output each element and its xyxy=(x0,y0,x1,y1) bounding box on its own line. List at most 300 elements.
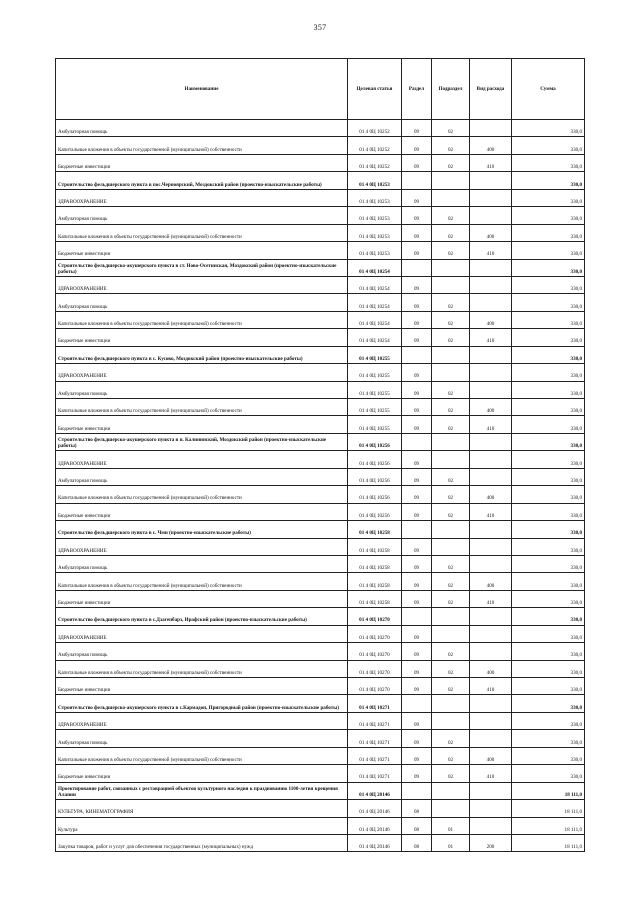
row-expense-type-cell xyxy=(470,189,512,206)
row-section-cell xyxy=(402,346,432,363)
row-sum-cell: 330,0 xyxy=(512,486,585,503)
row-subsection-cell xyxy=(432,521,470,538)
row-section-cell xyxy=(402,172,432,189)
row-sum-cell: 330,0 xyxy=(512,555,585,572)
row-expense-type-cell xyxy=(470,433,512,450)
row-section-cell: 09 xyxy=(402,137,432,154)
row-target-article-cell: 01 4 0Ц 10271 xyxy=(348,695,402,712)
row-sum-cell: 18 111,0 xyxy=(512,834,585,851)
row-target-article-cell: 01 4 0Ц 10254 xyxy=(348,294,402,311)
row-sum-cell: 330,0 xyxy=(512,643,585,660)
row-name-cell: Бюджетные инвестиции xyxy=(56,154,348,171)
row-sum-cell: 18 111,0 xyxy=(512,817,585,834)
row-target-article-cell: 01 4 0Ц 10252 xyxy=(348,154,402,171)
row-subsection-cell: 02 xyxy=(432,468,470,485)
row-subsection-cell xyxy=(432,800,470,817)
row-section-cell: 09 xyxy=(402,294,432,311)
row-expense-type-cell xyxy=(470,468,512,485)
row-section-cell: 09 xyxy=(402,643,432,660)
row-sum-cell: 330,0 xyxy=(512,765,585,782)
row-name-cell: Амбулаторная помощь xyxy=(56,468,348,485)
row-section-cell: 09 xyxy=(402,503,432,520)
row-expense-type-cell: 410 xyxy=(470,765,512,782)
row-subsection-cell xyxy=(432,364,470,381)
row-section-cell: 09 xyxy=(402,311,432,328)
row-sum-cell: 330,0 xyxy=(512,224,585,241)
row-target-article-cell: 01 4 0Ц 10253 xyxy=(348,207,402,224)
header-expense-type: Вид расхода xyxy=(470,59,512,120)
row-name-cell: Строительство фельдшерского пункта в с.Дзагепбарз, Ирафский район (проектно-изыскательские работы) xyxy=(56,608,348,625)
table-row xyxy=(56,608,585,625)
row-section-cell: 09 xyxy=(402,416,432,433)
row-target-article-cell: 01 4 0Ц 10271 xyxy=(348,747,402,764)
row-subsection-cell: 02 xyxy=(432,503,470,520)
row-section-cell: 09 xyxy=(402,555,432,572)
row-name-cell: Амбулаторная помощь xyxy=(56,555,348,572)
row-subsection-cell xyxy=(432,259,470,276)
row-name-cell: ЗДРАВООХРАНЕНИЕ xyxy=(56,364,348,381)
row-name-cell: Строительство фельдшерского пункта в с. Кусово, Моздокский район (проектно-изыскательские работы) xyxy=(56,346,348,363)
row-name-cell: Капитальные вложения в объекты государственной (муниципальной) собственности xyxy=(56,137,348,154)
table-row xyxy=(56,834,585,851)
row-expense-type-cell xyxy=(470,172,512,189)
row-target-article-cell: 01 4 0Ц 10253 xyxy=(348,224,402,241)
row-name-cell: ЗДРАВООХРАНЕНИЕ xyxy=(56,451,348,468)
row-target-article-cell: 01 4 0Ц 10255 xyxy=(348,381,402,398)
row-name-cell: Строительство фельдшерско-акушерского пункта в п. Калининский, Моздокский район (проектно-изыскательские работы) xyxy=(56,433,348,450)
row-subsection-cell: 02 xyxy=(432,224,470,241)
row-name-cell: Капитальные вложения в объекты государственной (муниципальной) собственности xyxy=(56,224,348,241)
row-target-article-cell: 01 4 0Ц 10270 xyxy=(348,660,402,677)
table-row xyxy=(56,765,585,782)
row-sum-cell: 330,0 xyxy=(512,433,585,450)
row-section-cell: 09 xyxy=(402,590,432,607)
row-expense-type-cell xyxy=(470,730,512,747)
row-subsection-cell: 02 xyxy=(432,399,470,416)
table-row xyxy=(56,120,585,137)
table-row xyxy=(56,590,585,607)
row-expense-type-cell xyxy=(470,451,512,468)
row-section-cell: 09 xyxy=(402,364,432,381)
row-subsection-cell: 02 xyxy=(432,154,470,171)
row-section-cell: 09 xyxy=(402,276,432,293)
row-target-article-cell: 01 4 0Ц 10254 xyxy=(348,311,402,328)
row-target-article-cell: 01 4 0Ц 10256 xyxy=(348,468,402,485)
row-target-article-cell: 01 4 0Ц 20146 xyxy=(348,834,402,851)
row-section-cell: 09 xyxy=(402,747,432,764)
row-expense-type-cell: 410 xyxy=(470,678,512,695)
row-expense-type-cell xyxy=(470,364,512,381)
row-name-cell: ЗДРАВООХРАНЕНИЕ xyxy=(56,189,348,206)
row-subsection-cell xyxy=(432,172,470,189)
row-target-article-cell: 01 4 0Ц 10270 xyxy=(348,678,402,695)
row-subsection-cell xyxy=(432,276,470,293)
row-target-article-cell: 01 4 0Ц 10270 xyxy=(348,608,402,625)
row-expense-type-cell xyxy=(470,712,512,729)
row-sum-cell: 330,0 xyxy=(512,712,585,729)
row-target-article-cell: 01 4 0Ц 10271 xyxy=(348,765,402,782)
row-name-cell: КУЛЬТУРА, КИНЕМАТОГРАФИЯ xyxy=(56,800,348,817)
row-expense-type-cell: 410 xyxy=(470,154,512,171)
table-row xyxy=(56,364,585,381)
row-section-cell: 09 xyxy=(402,765,432,782)
table-row xyxy=(56,207,585,224)
row-target-article-cell: 01 4 0Ц 10256 xyxy=(348,433,402,450)
row-target-article-cell: 01 4 0Ц 10258 xyxy=(348,521,402,538)
row-expense-type-cell xyxy=(470,259,512,276)
row-section-cell: 09 xyxy=(402,381,432,398)
row-subsection-cell xyxy=(432,346,470,363)
row-name-cell: Закупка товаров, работ и услуг для обеспечения государственных (муниципальных) нужд xyxy=(56,834,348,851)
row-sum-cell: 330,0 xyxy=(512,730,585,747)
table-row xyxy=(56,800,585,817)
row-subsection-cell xyxy=(432,782,470,799)
table-row xyxy=(56,468,585,485)
row-name-cell: Строительство фельдшерского пункта в с. Чми (проектно-изыскательские работы) xyxy=(56,521,348,538)
row-subsection-cell: 02 xyxy=(432,207,470,224)
row-sum-cell: 330,0 xyxy=(512,678,585,695)
row-section-cell: 09 xyxy=(402,224,432,241)
table-row xyxy=(56,242,585,259)
row-sum-cell: 330,0 xyxy=(512,521,585,538)
table-row xyxy=(56,573,585,590)
row-target-article-cell: 01 4 0Ц 20146 xyxy=(348,782,402,799)
row-sum-cell: 330,0 xyxy=(512,625,585,642)
row-section-cell: 09 xyxy=(402,451,432,468)
row-target-article-cell: 01 4 0Ц 10256 xyxy=(348,451,402,468)
row-expense-type-cell: 410 xyxy=(470,242,512,259)
row-target-article-cell: 01 4 0Ц 10258 xyxy=(348,590,402,607)
row-target-article-cell: 01 4 0Ц 10256 xyxy=(348,503,402,520)
row-sum-cell: 330,0 xyxy=(512,259,585,276)
row-section-cell: 09 xyxy=(402,712,432,729)
row-subsection-cell xyxy=(432,189,470,206)
row-expense-type-cell: 400 xyxy=(470,224,512,241)
table-row xyxy=(56,695,585,712)
table-row xyxy=(56,172,585,189)
row-subsection-cell xyxy=(432,538,470,555)
row-subsection-cell: 02 xyxy=(432,311,470,328)
row-subsection-cell: 02 xyxy=(432,590,470,607)
row-section-cell: 09 xyxy=(402,329,432,346)
table-row xyxy=(56,678,585,695)
row-sum-cell: 18 111,0 xyxy=(512,782,585,799)
row-name-cell: Строительство фельдшерского пункта в пос.Черноярский, Моздокский район (проектно-изыскательские работы) xyxy=(56,172,348,189)
table-row xyxy=(56,451,585,468)
row-expense-type-cell: 400 xyxy=(470,573,512,590)
row-name-cell: Проектирование работ, связанных с реставрацией объектов культурного наследия к празднованию 1100-летия крещения Алании xyxy=(56,782,348,799)
table-row xyxy=(56,154,585,171)
table-row xyxy=(56,399,585,416)
row-name-cell: Бюджетные инвестиции xyxy=(56,765,348,782)
row-sum-cell: 330,0 xyxy=(512,503,585,520)
row-target-article-cell: 01 4 0Ц 20146 xyxy=(348,817,402,834)
row-target-article-cell: 01 4 0Ц 10252 xyxy=(348,137,402,154)
row-name-cell: ЗДРАВООХРАНЕНИЕ xyxy=(56,712,348,729)
row-sum-cell: 330,0 xyxy=(512,120,585,137)
row-subsection-cell xyxy=(432,451,470,468)
header-name: Наименование xyxy=(56,59,348,120)
row-expense-type-cell: 410 xyxy=(470,416,512,433)
row-target-article-cell: 01 4 0Ц 10258 xyxy=(348,555,402,572)
row-section-cell: 09 xyxy=(402,625,432,642)
table-row xyxy=(56,782,585,799)
row-subsection-cell: 02 xyxy=(432,555,470,572)
row-sum-cell: 330,0 xyxy=(512,468,585,485)
row-section-cell: 09 xyxy=(402,154,432,171)
row-expense-type-cell xyxy=(470,346,512,363)
table-row xyxy=(56,137,585,154)
row-name-cell: ЗДРАВООХРАНЕНИЕ xyxy=(56,538,348,555)
row-expense-type-cell xyxy=(470,207,512,224)
row-target-article-cell: 01 4 0Ц 10254 xyxy=(348,276,402,293)
row-subsection-cell: 01 xyxy=(432,834,470,851)
row-expense-type-cell xyxy=(470,695,512,712)
row-subsection-cell: 02 xyxy=(432,329,470,346)
table-row xyxy=(56,730,585,747)
row-subsection-cell: 02 xyxy=(432,747,470,764)
row-sum-cell: 330,0 xyxy=(512,311,585,328)
row-name-cell: Амбулаторная помощь xyxy=(56,643,348,660)
row-name-cell: Капитальные вложения в объекты государственной (муниципальной) собственности xyxy=(56,311,348,328)
row-expense-type-cell: 410 xyxy=(470,590,512,607)
table-row xyxy=(56,311,585,328)
row-sum-cell: 330,0 xyxy=(512,573,585,590)
row-expense-type-cell xyxy=(470,625,512,642)
row-subsection-cell xyxy=(432,712,470,729)
table-row xyxy=(56,259,585,276)
row-section-cell: 09 xyxy=(402,189,432,206)
row-subsection-cell: 02 xyxy=(432,381,470,398)
table-body xyxy=(56,120,585,852)
row-subsection-cell: 02 xyxy=(432,765,470,782)
row-target-article-cell: 01 4 0Ц 10258 xyxy=(348,573,402,590)
row-expense-type-cell xyxy=(470,555,512,572)
row-target-article-cell: 01 4 0Ц 10253 xyxy=(348,172,402,189)
table-row xyxy=(56,433,585,450)
row-sum-cell: 330,0 xyxy=(512,416,585,433)
row-name-cell: Бюджетные инвестиции xyxy=(56,503,348,520)
row-target-article-cell: 01 4 0Ц 10258 xyxy=(348,538,402,555)
table-row xyxy=(56,294,585,311)
table-row xyxy=(56,416,585,433)
row-sum-cell: 330,0 xyxy=(512,207,585,224)
row-section-cell: 08 xyxy=(402,800,432,817)
table-row xyxy=(56,625,585,642)
row-target-article-cell: 01 4 0Ц 10254 xyxy=(348,329,402,346)
row-expense-type-cell xyxy=(470,381,512,398)
row-sum-cell: 330,0 xyxy=(512,451,585,468)
table-row xyxy=(56,276,585,293)
row-subsection-cell: 02 xyxy=(432,294,470,311)
row-section-cell: 09 xyxy=(402,399,432,416)
table-row xyxy=(56,521,585,538)
row-target-article-cell: 01 4 0Ц 10256 xyxy=(348,486,402,503)
row-subsection-cell: 02 xyxy=(432,242,470,259)
row-sum-cell: 330,0 xyxy=(512,329,585,346)
header-target-article: Целевая статья xyxy=(348,59,402,120)
row-section-cell: 09 xyxy=(402,678,432,695)
table-row xyxy=(56,747,585,764)
header-sum: Сумма xyxy=(512,59,585,120)
row-name-cell: Бюджетные инвестиции xyxy=(56,590,348,607)
row-expense-type-cell: 410 xyxy=(470,329,512,346)
row-expense-type-cell xyxy=(470,294,512,311)
row-section-cell xyxy=(402,259,432,276)
row-sum-cell: 330,0 xyxy=(512,660,585,677)
row-sum-cell: 330,0 xyxy=(512,590,585,607)
row-sum-cell: 330,0 xyxy=(512,695,585,712)
row-subsection-cell: 02 xyxy=(432,643,470,660)
row-expense-type-cell: 400 xyxy=(470,311,512,328)
row-expense-type-cell xyxy=(470,608,512,625)
row-name-cell: Капитальные вложения в объекты государственной (муниципальной) собственности xyxy=(56,660,348,677)
table-row xyxy=(56,189,585,206)
table-row xyxy=(56,329,585,346)
row-section-cell: 08 xyxy=(402,834,432,851)
row-name-cell: Амбулаторная помощь xyxy=(56,381,348,398)
table-row xyxy=(56,224,585,241)
row-section-cell: 09 xyxy=(402,730,432,747)
row-target-article-cell: 01 4 0Ц 10271 xyxy=(348,730,402,747)
table-row xyxy=(56,643,585,660)
row-section-cell: 09 xyxy=(402,468,432,485)
row-name-cell: Строительство фельдшерско-акушерского пункта в с.Кармадон, Пригородный район (проектно-изыскательские работы) xyxy=(56,695,348,712)
table-row xyxy=(56,555,585,572)
row-section-cell xyxy=(402,782,432,799)
row-sum-cell: 330,0 xyxy=(512,154,585,171)
row-subsection-cell: 02 xyxy=(432,573,470,590)
row-expense-type-cell xyxy=(470,120,512,137)
table-row xyxy=(56,503,585,520)
row-expense-type-cell: 410 xyxy=(470,503,512,520)
row-subsection-cell: 01 xyxy=(432,817,470,834)
row-subsection-cell: 02 xyxy=(432,120,470,137)
row-section-cell xyxy=(402,521,432,538)
row-target-article-cell: 01 4 0Ц 10255 xyxy=(348,399,402,416)
row-target-article-cell: 01 4 0Ц 10271 xyxy=(348,712,402,729)
row-sum-cell: 330,0 xyxy=(512,137,585,154)
row-expense-type-cell xyxy=(470,643,512,660)
row-section-cell: 09 xyxy=(402,573,432,590)
row-target-article-cell: 01 4 0Ц 10253 xyxy=(348,242,402,259)
row-expense-type-cell: 400 xyxy=(470,137,512,154)
row-name-cell: Бюджетные инвестиции xyxy=(56,678,348,695)
row-target-article-cell: 01 4 0Ц 10253 xyxy=(348,189,402,206)
row-subsection-cell xyxy=(432,695,470,712)
row-name-cell: Бюджетные инвестиции xyxy=(56,416,348,433)
row-sum-cell: 330,0 xyxy=(512,747,585,764)
row-sum-cell: 330,0 xyxy=(512,276,585,293)
row-sum-cell: 330,0 xyxy=(512,381,585,398)
row-expense-type-cell: 200 xyxy=(470,834,512,851)
row-subsection-cell: 02 xyxy=(432,416,470,433)
row-subsection-cell: 02 xyxy=(432,660,470,677)
row-name-cell: Бюджетные инвестиции xyxy=(56,242,348,259)
row-expense-type-cell xyxy=(470,800,512,817)
row-name-cell: Капитальные вложения в объекты государственной (муниципальной) собственности xyxy=(56,747,348,764)
row-expense-type-cell xyxy=(470,538,512,555)
row-expense-type-cell xyxy=(470,817,512,834)
table-row xyxy=(56,381,585,398)
row-name-cell: ЗДРАВООХРАНЕНИЕ xyxy=(56,625,348,642)
table-header-row xyxy=(56,59,585,120)
row-expense-type-cell xyxy=(470,521,512,538)
row-section-cell: 09 xyxy=(402,242,432,259)
table-row xyxy=(56,817,585,834)
row-subsection-cell: 02 xyxy=(432,137,470,154)
row-name-cell: ЗДРАВООХРАНЕНИЕ xyxy=(56,276,348,293)
row-expense-type-cell: 400 xyxy=(470,399,512,416)
table-row xyxy=(56,660,585,677)
row-sum-cell: 330,0 xyxy=(512,608,585,625)
row-target-article-cell: 01 4 0Ц 10252 xyxy=(348,120,402,137)
row-expense-type-cell: 400 xyxy=(470,747,512,764)
row-target-article-cell: 01 4 0Ц 10255 xyxy=(348,346,402,363)
row-target-article-cell: 01 4 0Ц 10255 xyxy=(348,364,402,381)
budget-table xyxy=(55,58,585,852)
row-name-cell: Капитальные вложения в объекты государственной (муниципальной) собственности xyxy=(56,486,348,503)
row-sum-cell: 330,0 xyxy=(512,346,585,363)
row-subsection-cell xyxy=(432,608,470,625)
row-section-cell: 09 xyxy=(402,660,432,677)
row-name-cell: Капитальные вложения в объекты государственной (муниципальной) собственности xyxy=(56,573,348,590)
row-subsection-cell: 02 xyxy=(432,678,470,695)
row-name-cell: Амбулаторная помощь xyxy=(56,207,348,224)
header-subsection: Подраздел xyxy=(432,59,470,120)
row-target-article-cell: 01 4 0Ц 10270 xyxy=(348,643,402,660)
row-section-cell: 09 xyxy=(402,120,432,137)
row-section-cell xyxy=(402,433,432,450)
row-sum-cell: 330,0 xyxy=(512,294,585,311)
row-name-cell: Бюджетные инвестиции xyxy=(56,329,348,346)
row-sum-cell: 18 111,0 xyxy=(512,800,585,817)
row-name-cell: Культура xyxy=(56,817,348,834)
row-section-cell: 09 xyxy=(402,538,432,555)
row-sum-cell: 330,0 xyxy=(512,538,585,555)
table-row xyxy=(56,346,585,363)
row-expense-type-cell xyxy=(470,782,512,799)
row-target-article-cell: 01 4 0Ц 10270 xyxy=(348,625,402,642)
row-name-cell: Амбулаторная помощь xyxy=(56,120,348,137)
row-section-cell xyxy=(402,608,432,625)
row-name-cell: Строительство фельдшерско-акушерского пункта в ст. Ново-Осетинская, Моздокский район (проектно-изыскательские работы) xyxy=(56,259,348,276)
page-number: 357 xyxy=(313,23,327,32)
row-sum-cell: 330,0 xyxy=(512,364,585,381)
row-subsection-cell: 02 xyxy=(432,730,470,747)
row-sum-cell: 330,0 xyxy=(512,172,585,189)
row-section-cell: 08 xyxy=(402,817,432,834)
row-sum-cell: 330,0 xyxy=(512,242,585,259)
row-expense-type-cell: 400 xyxy=(470,486,512,503)
row-name-cell: Капитальные вложения в объекты государственной (муниципальной) собственности xyxy=(56,399,348,416)
row-expense-type-cell xyxy=(470,276,512,293)
table-row xyxy=(56,712,585,729)
row-sum-cell: 330,0 xyxy=(512,189,585,206)
row-target-article-cell: 01 4 0Ц 20146 xyxy=(348,800,402,817)
row-subsection-cell xyxy=(432,625,470,642)
table-row xyxy=(56,538,585,555)
row-name-cell: Амбулаторная помощь xyxy=(56,730,348,747)
row-target-article-cell: 01 4 0Ц 10255 xyxy=(348,416,402,433)
table-row xyxy=(56,486,585,503)
row-subsection-cell xyxy=(432,433,470,450)
row-subsection-cell: 02 xyxy=(432,486,470,503)
row-section-cell xyxy=(402,695,432,712)
row-section-cell: 09 xyxy=(402,486,432,503)
header-section: Раздел xyxy=(402,59,432,120)
row-name-cell: Амбулаторная помощь xyxy=(56,294,348,311)
